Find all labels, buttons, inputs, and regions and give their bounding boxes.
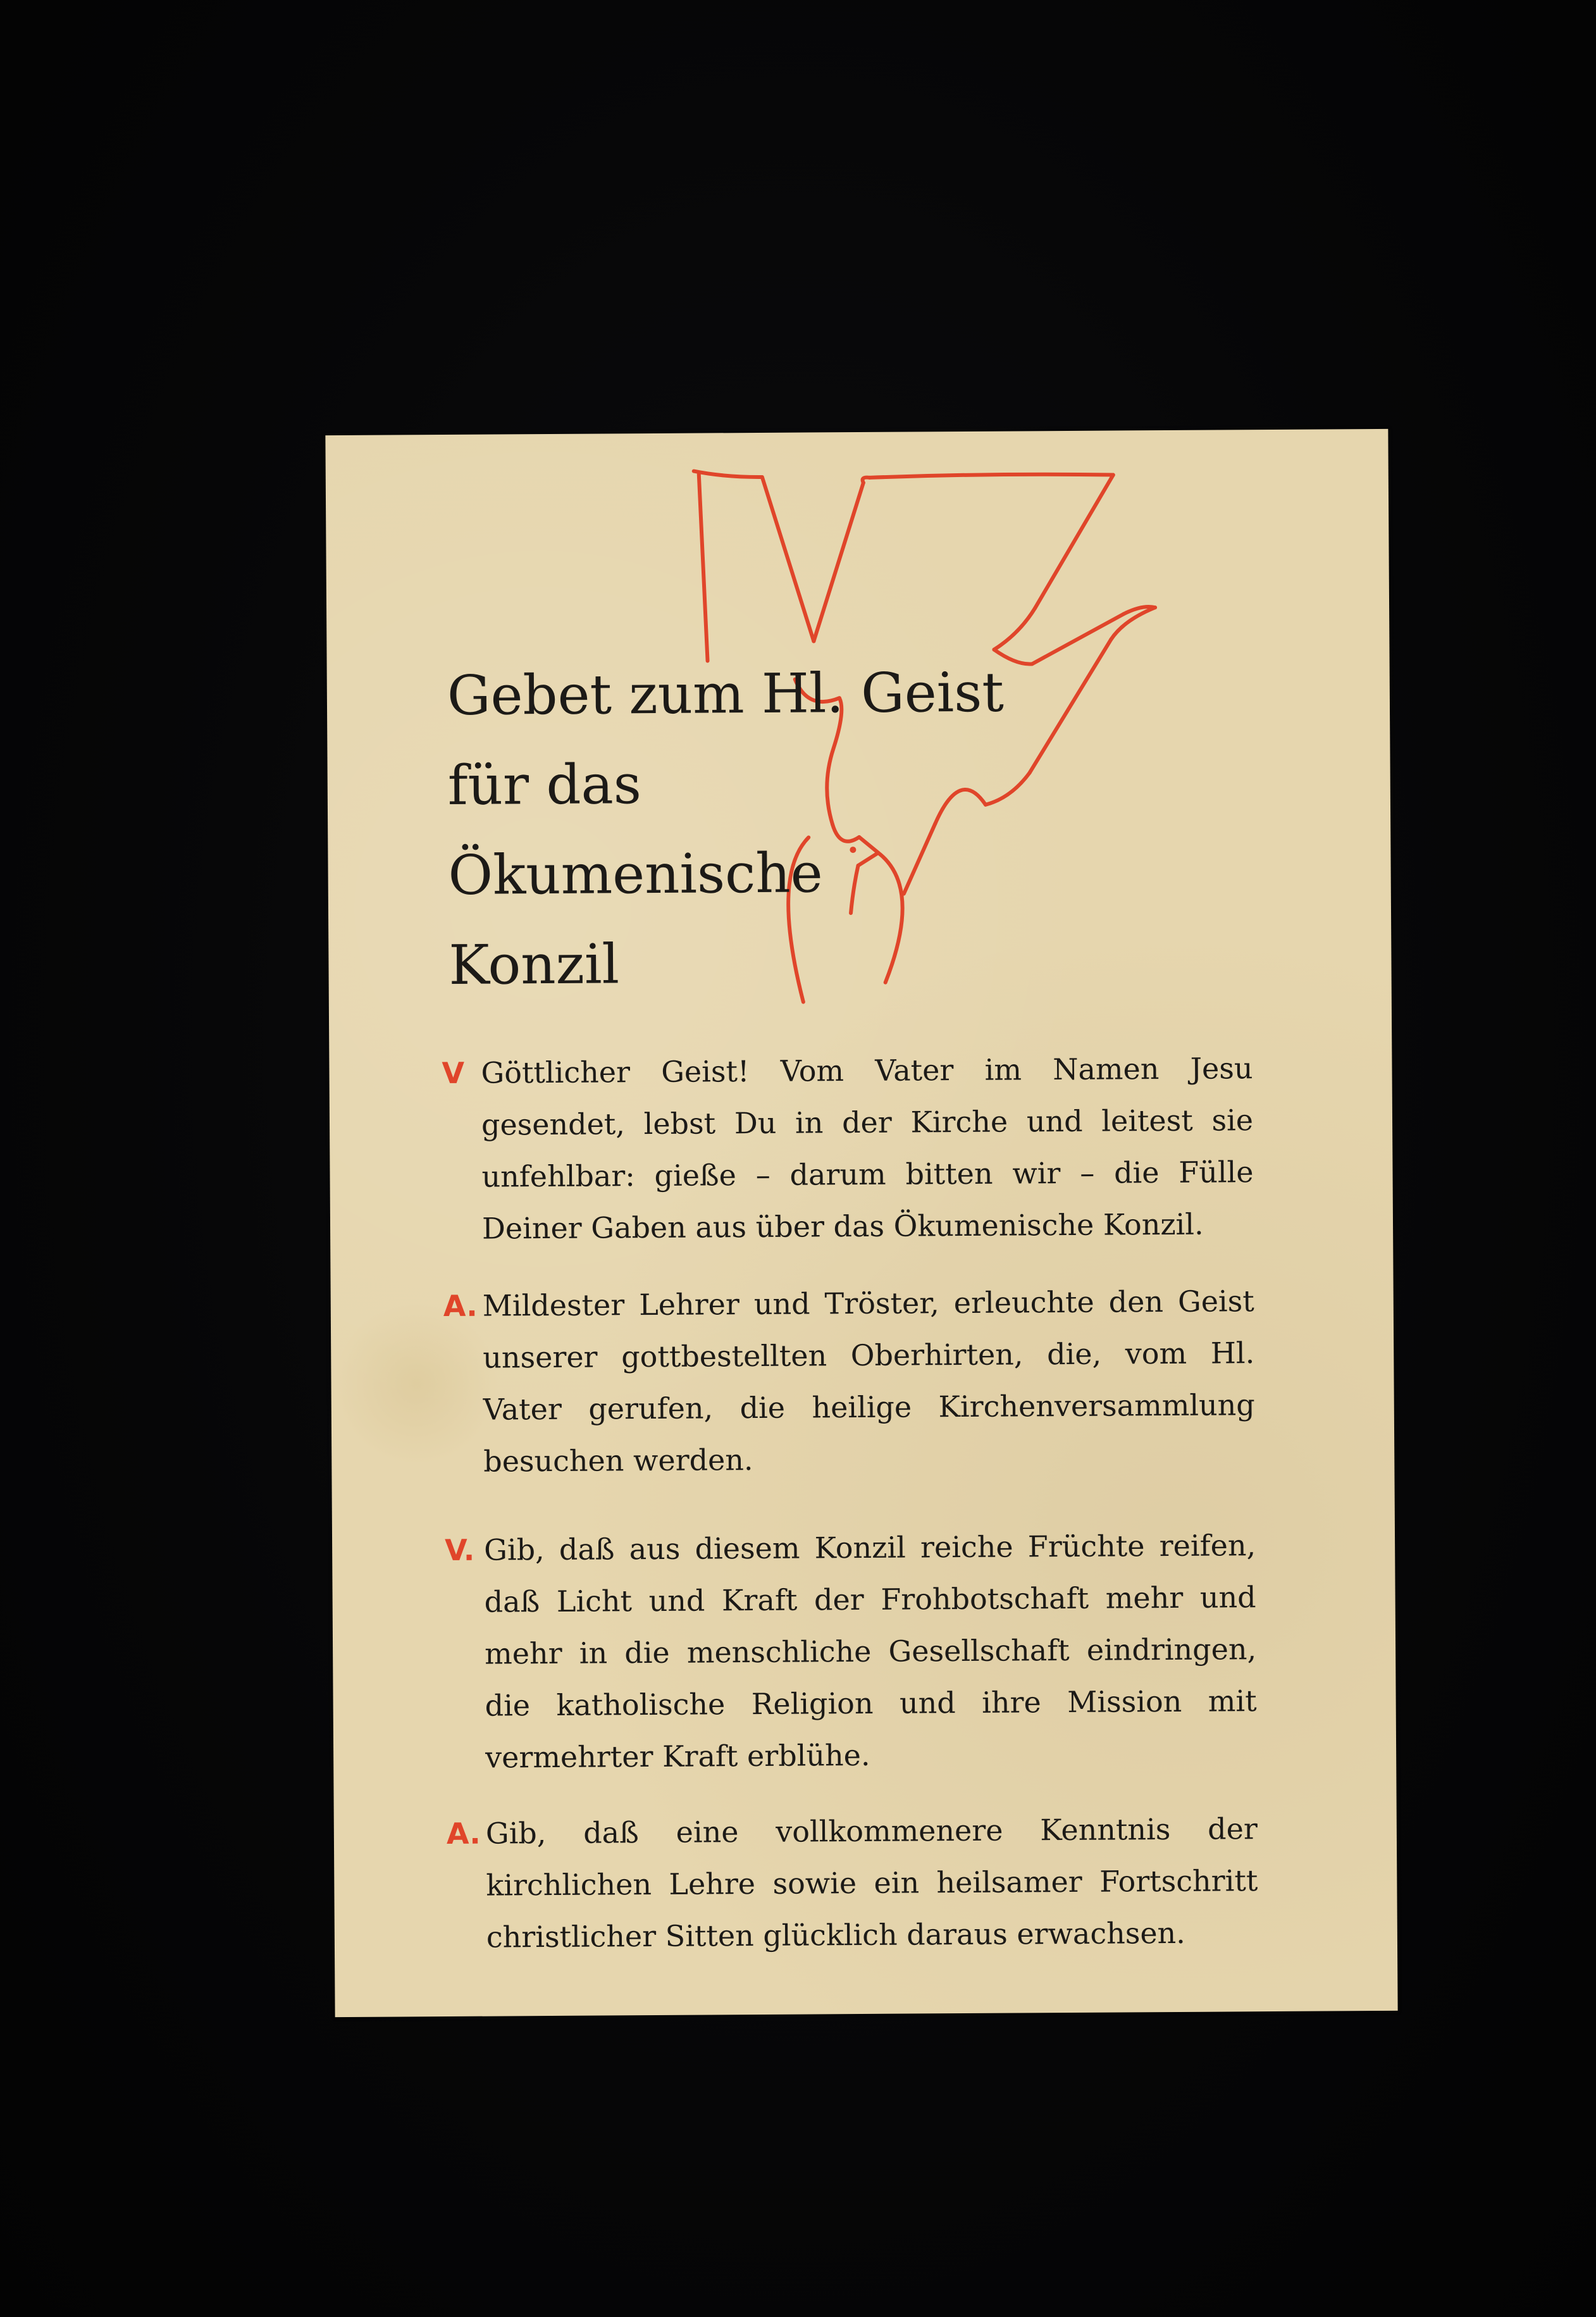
prayer-paragraph-3 [444, 1519, 1257, 1783]
prayer-card [325, 429, 1397, 2017]
versicle-marker: V [442, 1055, 465, 1091]
prayer-paragraph-1 [442, 1042, 1254, 1254]
response-marker: A. [443, 1288, 478, 1324]
response-marker: A. [446, 1816, 481, 1851]
versicle-marker: V. [444, 1532, 475, 1568]
title-line-1: Gebet zum Hl. Geist [447, 661, 1005, 728]
paragraph-text: Gib, daß aus diesem Konzil reiche Früchte reifen, daß Licht und Kraft der Frohbotschaft mehr und mehr in die menschliche Gesellschaft eindringen, die katholische Religion und ihre Mission mit vermehrter Kraft erblühe. [483, 1528, 1257, 1775]
title-line-3: Ökumenische [448, 842, 823, 907]
prayer-paragraph-2 [443, 1275, 1256, 1487]
title-line-2: für das [447, 753, 642, 817]
paragraph-text: Gib, daß eine vollkommenere Kenntnis der kirchlichen Lehre sowie ein heilsamer Fortschritt christlicher Sitten glücklich daraus erwachsen. [485, 1811, 1258, 1954]
paragraph-text: Mildester Lehrer und Tröster, erleuchte den Geist unserer gottbestellten Oberhirten, die, vom Hl. Vater gerufen, die heilige Kirchenversammlung besuchen werden. [482, 1284, 1255, 1479]
prayer-paragraph-4 [446, 1803, 1258, 1963]
paragraph-text: Göttlicher Geist! Vom Vater im Namen Jesu gesendet, lebst Du in der Kirche und leitest sie unfehlbar: gieße – darum bitten wir – die Fülle Deiner Gaben aus über das Ökumenische Konzil. [481, 1051, 1254, 1246]
title-line-4: Konzil [448, 933, 620, 997]
